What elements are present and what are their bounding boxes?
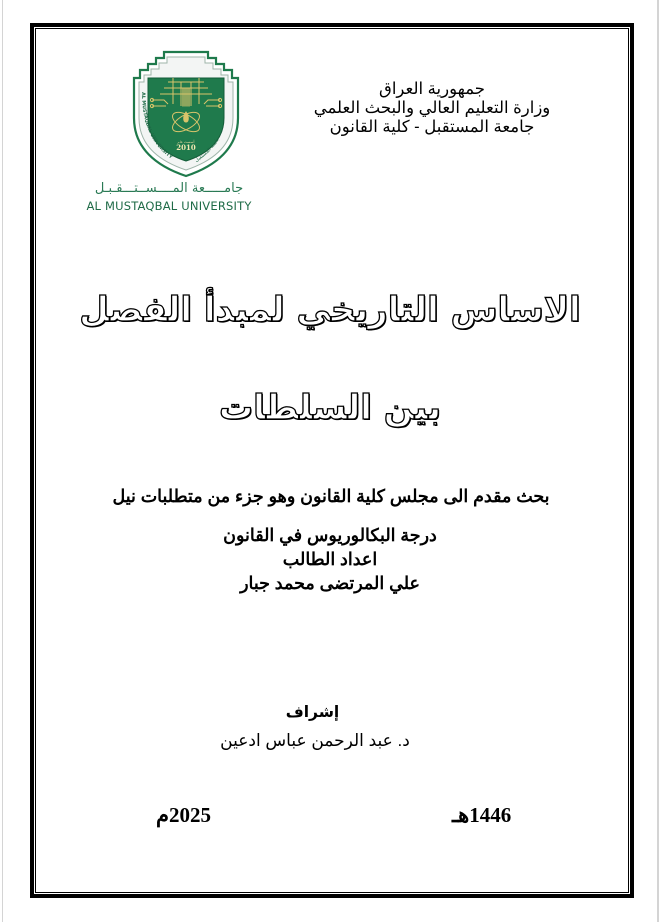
svg-text:AL MUSTAQBAL UNIVERSITY: AL MUSTAQBAL UNIVERSITY	[139, 92, 173, 161]
supervisor-name: د. عبد الرحمن عباس ادعين	[220, 731, 410, 750]
logo-caption-arabic: جامـــــعة المــــســتـــقـبـل	[94, 181, 244, 196]
hijri-year: 1446هـ	[452, 803, 512, 827]
svg-text:2010: 2010	[176, 143, 196, 152]
student-name: علي المرتضى محمد جبار	[240, 573, 420, 593]
university-college-line: جامعة المستقبل - كلية القانون	[329, 118, 535, 136]
supervision-label: إشراف	[285, 704, 340, 721]
page-edge-right	[657, 0, 659, 922]
page-edge-left	[2, 0, 3, 922]
university-shield-logo-icon	[118, 48, 254, 180]
research-title-line-2: بين السلطات	[218, 388, 442, 428]
logo-caption-english: AL MUSTAQBAL UNIVERSITY	[86, 199, 252, 213]
institution-header	[300, 80, 564, 137]
prepared-by-label: اعداد الطالب	[282, 549, 378, 569]
submission-statement: بحث مقدم الى مجلس كلية القانون وهو جزء من متطلبات نيل	[112, 486, 550, 506]
ministry-line: وزارة التعليم العالي والبحث العلمي	[313, 99, 551, 117]
country-line: جمهورية العراق	[379, 80, 485, 98]
gregorian-year: 2025م	[156, 803, 212, 827]
svg-text:جامعة المستقبل: جامعة المستقبل	[193, 136, 222, 164]
research-title-line-1: الاساس التاريخي لمبدأ الفصل	[79, 290, 581, 330]
svg-text:أسست عام: أسست عام	[177, 140, 195, 144]
university-logo	[118, 48, 254, 180]
degree-line: درجة البكالوريوس في القانون	[223, 525, 437, 545]
